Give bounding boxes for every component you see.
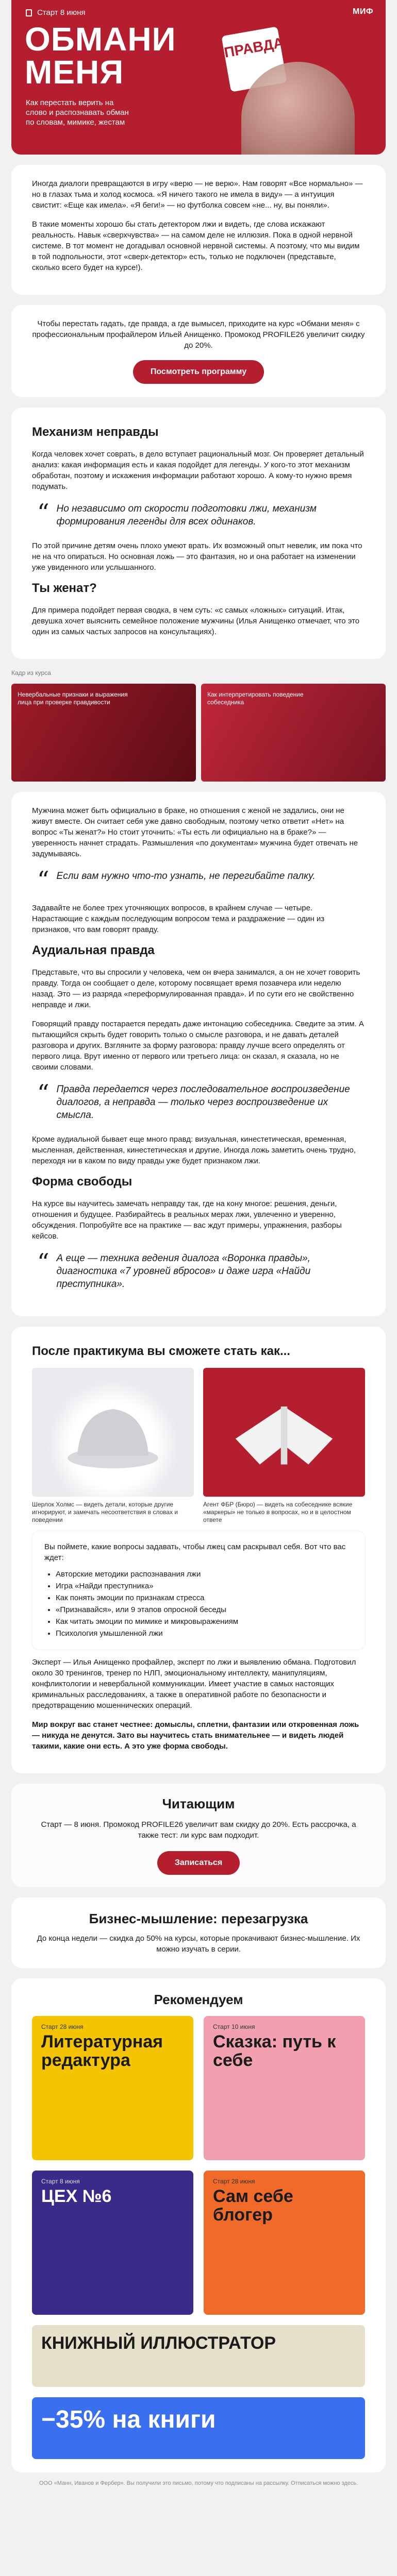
quote-text: Но независимо от скорости подготовки лжи, механизм формирования легенды для всех одинаков. <box>56 503 317 527</box>
business-text: До конца недели — скидка до 50% на курсы, которые прокачивают бизнес-мышление. Их можно изучать в серии. <box>37 1934 360 1954</box>
course-tile[interactable] <box>204 2171 365 2315</box>
practice-cards <box>32 1368 365 1524</box>
practice-section <box>11 1327 386 1773</box>
benefits-intro: Вы поймете, какие вопросы задавать, чтобы лжец сам раскрывал себя. Вот что вас ждет: <box>44 1543 346 1562</box>
hero-title-line1: ОБМАНИ <box>25 21 176 58</box>
list-item: • «Признавайся», или 9 этапов опросной беседы <box>56 1604 353 1616</box>
image-label: Невербальные признаки и выражения лица при проверке правдивости <box>18 691 128 706</box>
tile-start: Старт 10 июня <box>213 2023 255 2030</box>
list-item: • Психология умышленной лжи <box>56 1628 353 1639</box>
section-title: Аудиальная правда <box>32 943 155 957</box>
quote-icon: “ <box>37 1248 49 1276</box>
expert-paragraph: Эксперт — Илья Анищенко профайлер, эксперт по лжи и выявлению обмана. Подготовил около 30 тренингов, тренер по НЛП, эмоциональному интеллекту, манипуляциям, конфликтологии и невербальной коммуникации. Имеет участие в самых настоящих криминальных расследованиях, а также в оперативной работе по безопасности и предотвращению мошеннических операций. <box>32 1658 356 1710</box>
married-images <box>11 669 386 782</box>
brand-logo[interactable]: МИФ <box>353 7 373 16</box>
business-card <box>11 1897 386 1968</box>
benefits-box <box>32 1531 365 1650</box>
hero-title <box>25 23 176 89</box>
enroll-button[interactable]: Записаться <box>157 1851 240 1875</box>
section-title: Ты женат? <box>32 581 97 595</box>
benefits-list <box>44 1568 353 1639</box>
hero-topbar <box>26 8 85 17</box>
paragraph: Задавайте не более трех уточняющих вопросов, в крайнем случае — четыре. Нарастающие с каждым последующим вопросом тема и раздражение — один из признаков, что вам говорят правду. <box>32 904 325 934</box>
hero-subtitle: Как перестать верить на слово и распознавать обман по словам, мимике, жестам <box>26 98 129 127</box>
tile-start: Старт 28 июня <box>213 2178 255 2185</box>
tile-title: Сказка: путь к себе <box>213 2032 336 2070</box>
banner-title: −35% на книги <box>41 2406 216 2433</box>
intro-paragraph: В такие моменты хорошо бы стать детектором лжи и видеть, где слова искажают реальность. Навык «сверхчувства» — на самом деле не иллюзия. Пока в одной нервной системе. В тот момент не догадывал основной нервной системы. А поэтому, что мы видим в той подпольности, этот «сверх-детектор» есть, только не подключен (представьте, сколько всего будет на курсе!). <box>32 220 360 272</box>
conclusion-paragraph: Мир вокруг вас станет честнее: домыслы, сплетни, фантазии или откровенная ложь — никуда не денутся. Зато вы научитесь стать внимательнее — и видеть людей такими, какие они есть. А это уже форма свободы. <box>32 1720 359 1751</box>
image-caption: Кадр из курса <box>11 669 51 676</box>
quote-block <box>32 1248 365 1291</box>
quote-block <box>32 866 365 894</box>
practice-card <box>32 1368 194 1524</box>
image-row <box>11 684 386 782</box>
paragraph: Когда человек хочет соврать, в дело вступает рациональный мозг. Он проверяет детальный анализ: какая информация есть и какая подойдет для легенды. У кого-то этот механизм обработан, поэтому и искажения информации работают хорошо. А кому-то нужно время подумать. <box>32 450 364 491</box>
intro-paragraph: Иногда диалоги превращаются в игру «верю — не верю». Нам говорят «Все нормально» — но в глазах тьма и холод космоса. «Я ничего такого не имела в виду» — а интуиция свистит: «Еще как имела». «Я беги!» — но футболка совсем «не... ну, вы поняли». <box>32 179 363 210</box>
paragraph: На курсе вы научитесь замечать неправду так, где на кону многое: решения, деньги, отношения и будущее. Разбирайтесь в реальных мерах лжи, увлеченно и уверенно, обсуждения. Попробуйте все на практике — вас ждут примеры, упражнения, разборы кейсов. <box>32 1199 342 1241</box>
offer-title: Читающим <box>162 1796 235 1811</box>
offer-text: Старт — 8 июня. Промокод PROFILE26 увеличит вам скидку до 20%. Есть рассрочка, а также тест: ли курс вам подходит. <box>41 1820 356 1840</box>
illustrator-banner[interactable] <box>32 2325 365 2387</box>
practice-caption: Агент ФБР (Бюро) — видеть на собеседнике всякие «маркеры» не только в вопросах, но и в целостном ответе <box>203 1501 353 1523</box>
course-tile[interactable] <box>32 2171 193 2315</box>
section-title: После практикума вы сможете стать как... <box>32 1344 290 1358</box>
course-tile[interactable] <box>204 2016 365 2160</box>
list-item: • Игра «Найди преступника» <box>56 1580 353 1592</box>
view-program-button[interactable]: Посмотреть программу <box>133 360 264 384</box>
moth-icon <box>203 1368 365 1497</box>
quote-block <box>32 1079 365 1122</box>
tile-start: Старт 28 июня <box>41 2023 84 2030</box>
footer: ООО «Манн, Иванов и Фербер». Вы получили это письмо, потому что подписаны на рассылку. Отписаться можно здесь. <box>39 2480 358 2486</box>
quote-text: Если вам нужно что-то узнать, не перегибайте палку. <box>56 871 316 882</box>
quote-icon: “ <box>37 1079 49 1107</box>
hero-banner[interactable] <box>11 0 386 155</box>
image-label: Как интерпретировать поведение собеседника <box>207 691 304 706</box>
hero-stamp: ПРАВДА <box>221 26 287 92</box>
recommend-grid <box>32 2016 365 2315</box>
banner-title: КНИЖНЫЙ ИЛЛЮСТРАТОР <box>41 2333 276 2353</box>
promo-card <box>11 305 386 397</box>
recommend-title: Рекомендуем <box>154 1992 243 2007</box>
list-item: • Как читать эмоции по мимике и микровыражениям <box>56 1616 353 1628</box>
hero-start-text: Старт 8 июня <box>37 8 86 17</box>
tile-title: Литературная редактура <box>41 2032 163 2070</box>
tile-title: Сам себе блогер <box>213 2187 293 2225</box>
promo-text: Чтобы перестать гадать, где правда, а где вымысел, приходите на курс «Обмани меня» с профессиональным профайлером Ильей Анищенко. Промокод PROFILE26 увеличит скидку до 20%. <box>32 319 365 350</box>
paragraph: Говорящий правду постарается передать даже интонацию собеседника. Сведите за этим. А пытающийся скрыть будет говорить только о смысле разговора, и не давать деталей разговора и других. Взгляните за форму разговора: правду лучше всего определять от первого лица. Врут именно от первого или третьего лица: он сказал, я сказала, но не своими словами. <box>32 1020 364 1072</box>
list-item: • Как понять эмоции по признакам стресса <box>56 1592 353 1604</box>
paragraph: Кроме аудиальной бывает еще много правд: визуальная, кинестетическая, временная, мысленная, действенная, кинестетическая и другие. Иногда ложь заметить очень трудно, переходя ни в каком по виду правды уже будет признаком лжи. <box>32 1135 356 1165</box>
quote-text: А еще — техника ведения диалога «Воронка правды», диагностика «7 уровней вбросов» и даже игра «Найди преступника». <box>56 1253 311 1290</box>
business-title: Бизнес-мышление: перезагрузка <box>89 1911 308 1926</box>
married-section <box>11 792 386 1316</box>
tile-start: Старт 8 июня <box>41 2178 80 2185</box>
tile-title: ЦЕХ №6 <box>41 2187 112 2206</box>
agent-image <box>203 1368 365 1497</box>
quote-text: Правда передается через последовательное воспроизведение диалогов, а неправда — только через воспроизведение их смысла. <box>56 1084 350 1121</box>
practice-caption: Шерлок Холмс — видеть детали, которые другие игнорируют, и замечать несоответствия в словах и поведении <box>32 1501 178 1523</box>
quote-icon: “ <box>37 499 49 527</box>
hero-title-line2: МЕНЯ <box>25 54 124 91</box>
practice-card <box>203 1368 365 1524</box>
section-title: Механизм неправды <box>32 425 159 439</box>
paragraph: Представьте, что вы спросили у человека, чем он вчера занимался, а он не хочет говорить правду. Тогда он сообщает о деле, которому посвящает время позавчера или неделю назад. Это — из разряда «переформулированная правда». И по сути его не свойственно неправде и лжи. <box>32 968 360 1009</box>
discount-banner[interactable] <box>32 2397 365 2459</box>
mechanism-section <box>11 408 386 659</box>
paragraph: По этой причине детям очень плохо умеют врать. Их возможный опыт невелик, им пока что не на что опираться. Но основная ложь — это фантазия, но и она работает на изменении уже увиденного или услышанного. <box>32 541 362 572</box>
sherlock-image <box>32 1368 194 1497</box>
calendar-icon <box>26 9 32 16</box>
list-item: • Авторские методики распознавания лжи <box>56 1568 353 1580</box>
course-tile[interactable] <box>32 2016 193 2160</box>
hat-icon <box>32 1368 194 1497</box>
paragraph: Для примера подойдет первая сводка, в чем суть: «с самых «ложных» ситуаций. Итак, девушка хочет выяснить семейное положение мужчины (Илья Анищенко отмечает, что это один из самых частых запросов на консультациях). <box>32 606 360 636</box>
course-frame-image <box>201 684 386 782</box>
course-frame-image <box>11 684 196 782</box>
section-title: Форма свободы <box>32 1175 133 1189</box>
paragraph: Мужчина может быть официально в браке, но отношения с женой не задались, они не живут вместе. Он считает себя уже давно свободным, поэтому четко ответит «Нет» на вопрос «Ты женат?» Но стоит уточнить: «Ты есть ли официально на в браке?» — уверенность начнет страдать. Размышления «по документам» мужчина будет отвечать не задумываясь. <box>32 806 358 858</box>
reader-offer-card <box>11 1784 386 1887</box>
quote-icon: “ <box>37 866 49 894</box>
quote-block <box>32 499 365 528</box>
intro-card <box>11 165 386 295</box>
recommend-section <box>11 1978 386 2472</box>
